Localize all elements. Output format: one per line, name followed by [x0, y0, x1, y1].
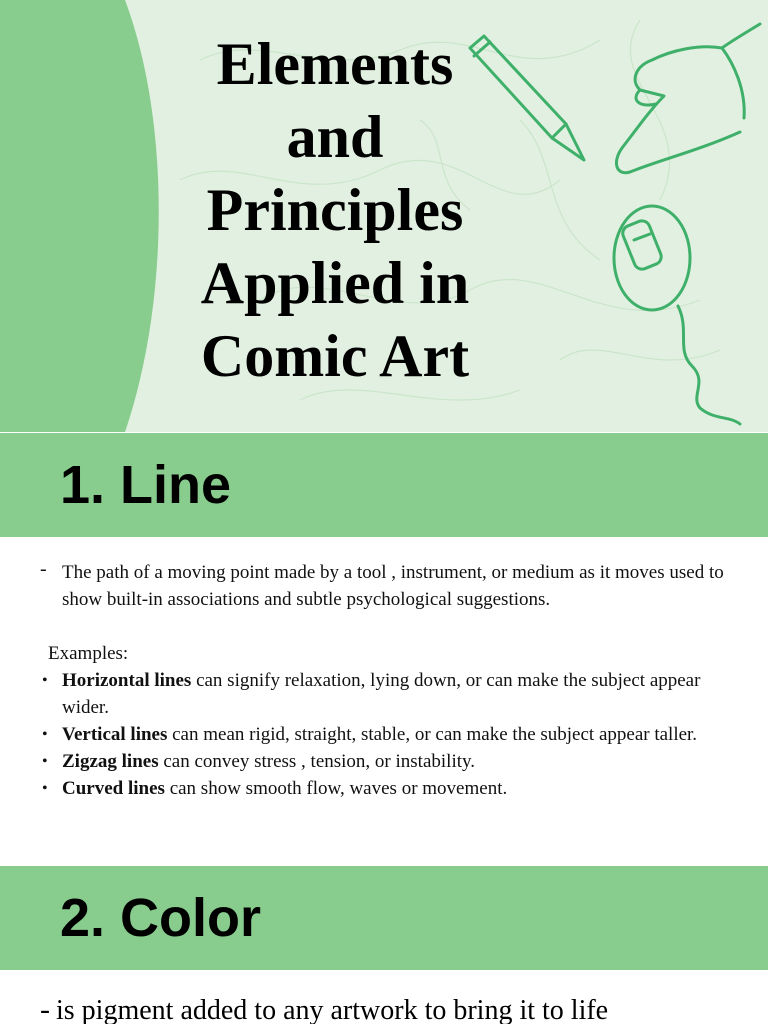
color-definition: [40, 990, 608, 1024]
line-examples-list: [40, 667, 730, 802]
pointing-hand-doodle-icon: [616, 24, 760, 173]
list-item: [40, 721, 730, 748]
example-text: can signify relaxation, lying down, or can make the subject appear wider.: [62, 670, 701, 718]
line-definition: [40, 559, 730, 613]
line-definition-text: The path of a moving point made by a tool , instrument, or medium as it moves used to show built-in associations and subtle psychological suggestions.: [62, 562, 724, 610]
pencil-doodle-icon: [470, 36, 584, 160]
title-line: Applied in: [200, 250, 470, 316]
bullet-icon: •: [42, 672, 48, 689]
title-line: and: [286, 104, 384, 170]
computer-mouse-doodle-icon: [614, 206, 740, 424]
title-line: Principles: [206, 177, 464, 243]
color-section-heading: 2. Color: [60, 888, 262, 948]
line-section-header: [0, 433, 768, 537]
line-section-heading: 1. Line: [60, 455, 232, 515]
example-term: Vertical lines: [62, 724, 168, 745]
dash-marker: -: [40, 993, 50, 1024]
examples-label: Examples:: [48, 643, 129, 664]
dash-marker: -: [40, 558, 47, 580]
list-item: [40, 748, 730, 775]
example-term: Curved lines: [62, 778, 165, 799]
example-text: can convey stress , tension, or instability.: [158, 751, 476, 772]
bullet-icon: •: [42, 780, 48, 797]
example-term: Zigzag lines: [62, 751, 159, 772]
color-section-header: [0, 866, 768, 970]
example-term: Horizontal lines: [62, 670, 192, 691]
list-item: [40, 775, 730, 802]
bullet-icon: •: [42, 726, 48, 743]
example-text: can show smooth flow, waves or movement.: [164, 778, 508, 799]
title-line: Elements: [216, 31, 454, 97]
title-line: Comic Art: [200, 323, 470, 389]
title-slide: [0, 0, 768, 432]
doodle-illustrations: [0, 0, 768, 432]
color-definition-text: is pigment added to any artwork to bring it to life: [56, 995, 609, 1024]
color-section-content: [0, 970, 768, 1024]
bullet-icon: •: [42, 753, 48, 770]
list-item: [40, 667, 730, 721]
line-section-content: [0, 537, 768, 866]
example-text: can mean rigid, straight, stable, or can make the subject appear taller.: [167, 724, 698, 745]
